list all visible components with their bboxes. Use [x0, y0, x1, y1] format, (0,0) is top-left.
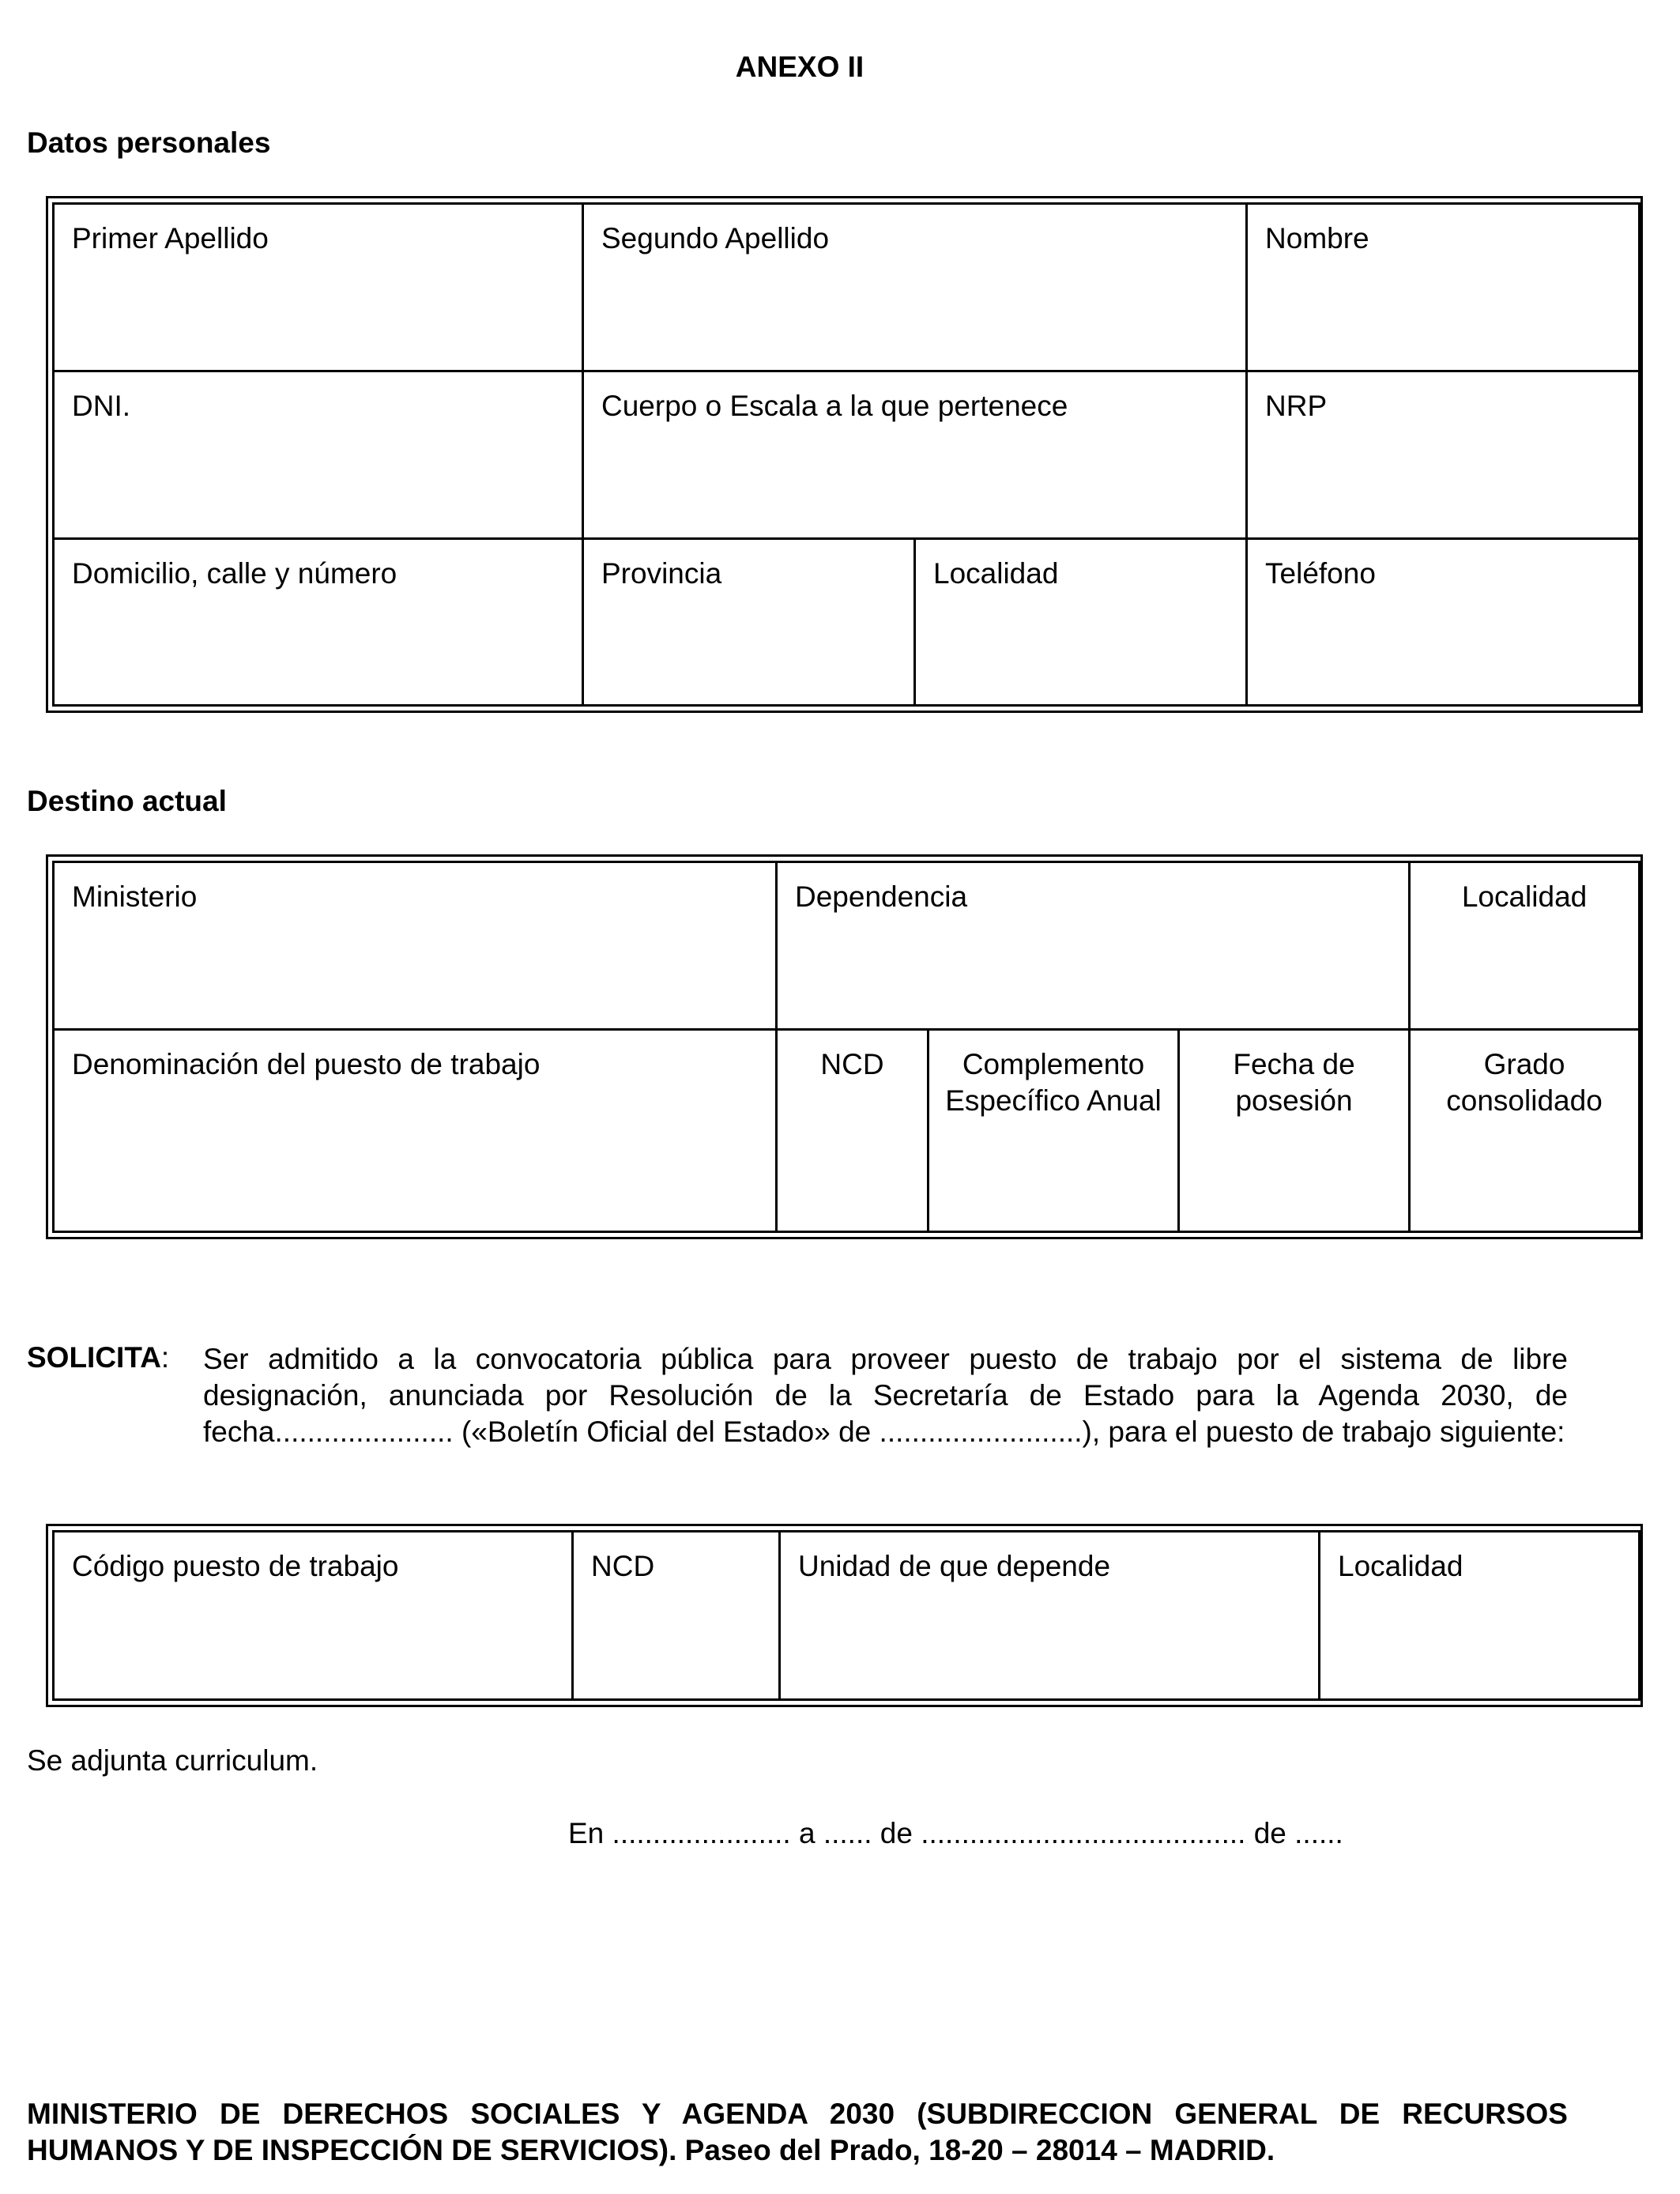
- cell-domicilio[interactable]: [54, 539, 583, 706]
- cell-localidad[interactable]: [915, 539, 1247, 706]
- cell-fecha-posesion[interactable]: [1179, 1030, 1410, 1232]
- cell-denominacion[interactable]: [54, 1030, 777, 1232]
- cell-puesto-localidad[interactable]: [1320, 1532, 1640, 1700]
- label-destino-ncd: NCD: [820, 1048, 884, 1080]
- cell-destino-localidad[interactable]: [1410, 862, 1640, 1030]
- cell-unidad[interactable]: [780, 1532, 1320, 1700]
- label-dni: DNI.: [72, 390, 130, 422]
- label-complemento: Complemento Específico Anual: [945, 1048, 1162, 1118]
- label-denominacion: Denominación del puesto de trabajo: [72, 1048, 541, 1080]
- cell-nrp[interactable]: [1247, 371, 1640, 539]
- curriculum-note: Se adjunta curriculum.: [27, 1744, 318, 1777]
- label-segundo-apellido: Segundo Apellido: [601, 222, 830, 254]
- label-telefono: Teléfono: [1265, 557, 1376, 590]
- cell-complemento[interactable]: [929, 1030, 1179, 1232]
- cell-puesto-ncd[interactable]: [573, 1532, 780, 1700]
- label-unidad: Unidad de que depende: [798, 1550, 1111, 1582]
- section-heading-personal: Datos personales: [27, 126, 271, 159]
- label-puesto-localidad: Localidad: [1338, 1550, 1463, 1582]
- label-codigo-puesto: Código puesto de trabajo: [72, 1550, 399, 1582]
- label-nombre: Nombre: [1265, 222, 1369, 254]
- cell-dependencia[interactable]: [777, 862, 1410, 1030]
- personal-data-table: [46, 196, 1643, 713]
- solicita-text: Ser admitido a la convocatoria pública para proveer puesto de trabajo por el sistema de libre designación, anunciada por Resolución de la Secretaría de Estado para la Agenda 2030, de fecha...................... («Boletín Oficial del Estado» de .........................), para el puesto de trabajo siguiente:: [203, 1343, 1568, 1448]
- label-grado: Grado consolidado: [1446, 1048, 1603, 1118]
- label-destino-localidad: Localidad: [1461, 880, 1588, 913]
- footer-address: MINISTERIO DE DERECHOS SOCIALES Y AGENDA 2030 (SUBDIRECCION GENERAL DE RECURSOS HUMANOS Y DE INSPECCIÓN DE SERVICIOS). Paseo del Prado, 18-20 – 28014 – MADRID.: [27, 2098, 1568, 2166]
- cell-ministerio[interactable]: [54, 862, 777, 1030]
- label-primer-apellido: Primer Apellido: [72, 222, 269, 254]
- label-nrp: NRP: [1265, 390, 1328, 422]
- date-line: En ...................... a ...... de ........................................ de ......: [568, 1817, 1343, 1849]
- page-title: ANEXO II: [735, 51, 864, 83]
- cell-cuerpo[interactable]: [583, 371, 1247, 539]
- label-fecha-posesion: Fecha de posesión: [1233, 1048, 1355, 1118]
- label-dependencia: Dependencia: [795, 880, 968, 913]
- label-provincia: Provincia: [601, 557, 722, 590]
- cell-codigo-puesto[interactable]: [54, 1532, 573, 1700]
- destino-table: [46, 854, 1643, 1239]
- section-heading-destino: Destino actual: [27, 785, 227, 817]
- label-puesto-ncd: NCD: [591, 1550, 655, 1582]
- cell-primer-apellido[interactable]: [54, 204, 583, 371]
- puesto-table: [46, 1524, 1643, 1707]
- cell-nombre[interactable]: [1247, 204, 1640, 371]
- cell-segundo-apellido[interactable]: [583, 204, 1247, 371]
- cell-destino-ncd[interactable]: [777, 1030, 929, 1232]
- cell-grado[interactable]: [1410, 1030, 1640, 1232]
- label-domicilio: Domicilio, calle y número: [72, 557, 397, 590]
- solicita-label: SOLICITA:: [27, 1341, 170, 1374]
- cell-telefono[interactable]: [1247, 539, 1640, 706]
- cell-provincia[interactable]: [583, 539, 915, 706]
- label-localidad: Localidad: [933, 557, 1059, 590]
- label-cuerpo: Cuerpo o Escala a la que pertenece: [601, 390, 1068, 422]
- label-ministerio: Ministerio: [72, 880, 198, 913]
- cell-dni[interactable]: [54, 371, 583, 539]
